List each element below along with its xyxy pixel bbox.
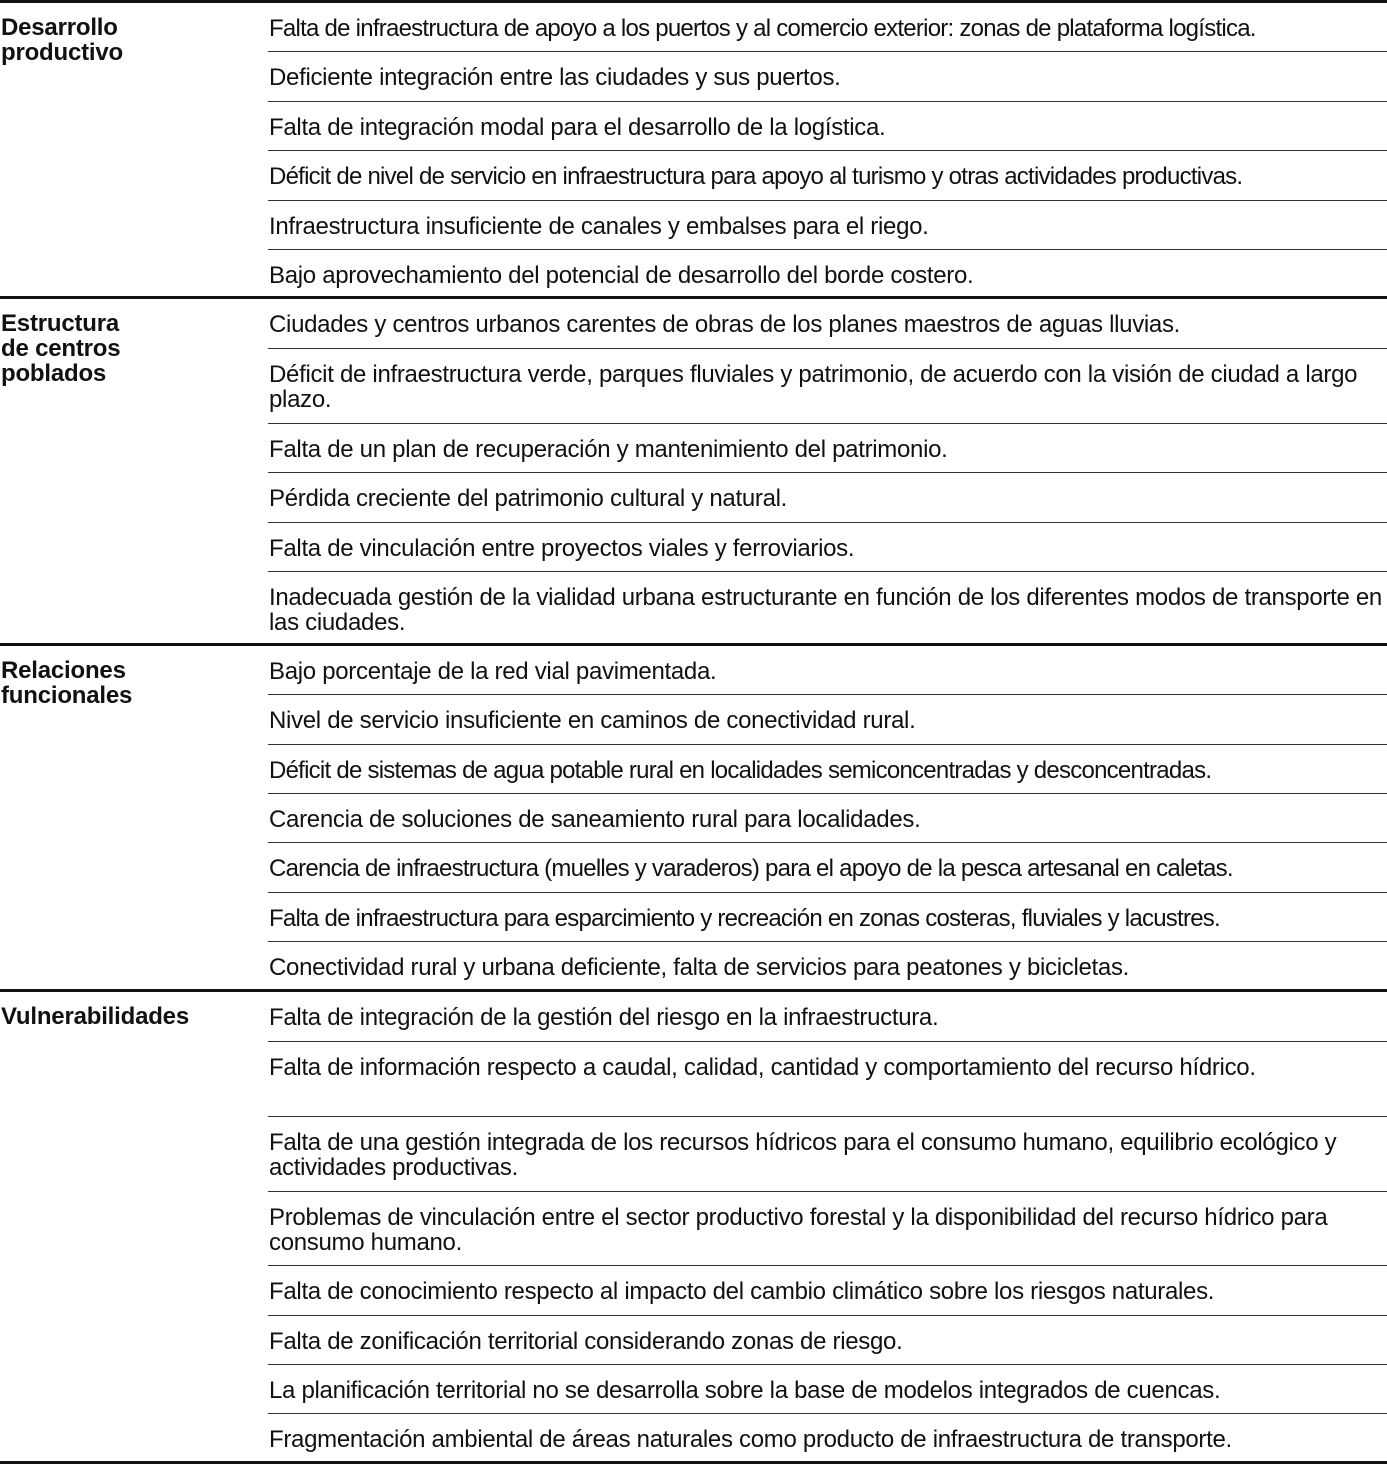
section-desarrollo-productivo xyxy=(0,0,1387,298)
issue-item: Déficit de nivel de servicio en infraestructura para apoyo al turismo y otras actividades productivas. xyxy=(268,150,1387,200)
issue-item: Bajo aprovechamiento del potencial de desarrollo del borde costero. xyxy=(268,249,1387,298)
section-relaciones-funcionales xyxy=(0,643,1387,991)
issue-item: Falta de integración modal para el desarrollo de la logística. xyxy=(268,101,1387,150)
section-estructura-centros-poblados xyxy=(0,296,1387,644)
category-label: Relaciones funcionales xyxy=(1,657,133,709)
issue-item: Falta de un plan de recuperación y mantenimiento del patrimonio. xyxy=(268,423,1387,472)
issue-list xyxy=(268,299,1387,644)
issue-item: Deficiente integración entre las ciudades y sus puertos. xyxy=(268,51,1387,101)
issue-item: Infraestructura insuficiente de canales y embalses para el riego. xyxy=(268,200,1387,249)
issue-item: Falta de una gestión integrada de los recursos hídricos para el consumo humano, equilibrio ecológico y actividades productivas. xyxy=(268,1116,1387,1191)
issue-list xyxy=(268,646,1387,990)
issue-item: Inadecuada gestión de la vialidad urbana estructurante en función de los diferentes modos de transporte en las ciudades. xyxy=(268,571,1387,644)
section-vulnerabilidades xyxy=(0,989,1387,1464)
issue-item: Fragmentación ambiental de áreas naturales como producto de infraestructura de transporte. xyxy=(268,1413,1387,1461)
issue-item: Déficit de sistemas de agua potable rural en localidades semiconcentradas y desconcentradas. xyxy=(268,744,1387,793)
issue-list xyxy=(268,3,1387,298)
category-label: Desarrollo productivo xyxy=(1,14,123,66)
category-label: Vulnerabilidades xyxy=(1,1003,189,1030)
issue-item: Falta de información respecto a caudal, calidad, cantidad y comportamiento del recurso hídrico. xyxy=(268,1041,1387,1116)
issue-item: Nivel de servicio insuficiente en caminos de conectividad rural. xyxy=(268,694,1387,744)
issue-item: Conectividad rural y urbana deficiente, falta de servicios para peatones y bicicletas. xyxy=(268,941,1387,990)
issue-item: Carencia de soluciones de saneamiento rural para localidades. xyxy=(268,793,1387,842)
issue-item: Falta de zonificación territorial considerando zonas de riesgo. xyxy=(268,1315,1387,1364)
issue-item: Falta de conocimiento respecto al impacto del cambio climático sobre los riesgos naturales. xyxy=(268,1265,1387,1315)
issue-item: Ciudades y centros urbanos carentes de obras de los planes maestros de aguas lluvias. xyxy=(269,311,1181,338)
category-label: Estructura de centros poblados xyxy=(1,310,121,387)
issue-item: Falta de vinculación entre proyectos viales y ferroviarios. xyxy=(268,522,1387,571)
issue-item: Déficit de infraestructura verde, parques fluviales y patrimonio, de acuerdo con la visión de ciudad a largo plazo. xyxy=(268,348,1387,423)
issue-item: Falta de infraestructura para esparcimiento y recreación en zonas costeras, fluviales y lacustres. xyxy=(268,892,1387,941)
issue-item: Problemas de vinculación entre el sector productivo forestal y la disponibilidad del recurso hídrico para consumo humano. xyxy=(268,1191,1387,1265)
issue-item: Pérdida creciente del patrimonio cultural y natural. xyxy=(268,472,1387,522)
issue-list xyxy=(268,992,1387,1461)
issue-item: Falta de integración de la gestión del riesgo en la infraestructura. xyxy=(269,1004,939,1031)
issue-item: La planificación territorial no se desarrolla sobre la base de modelos integrados de cuencas. xyxy=(268,1364,1387,1413)
issue-item: Carencia de infraestructura (muelles y varaderos) para el apoyo de la pesca artesanal en caletas. xyxy=(268,842,1387,892)
issue-item: Bajo porcentaje de la red vial pavimentada. xyxy=(269,658,717,685)
issue-item: Falta de infraestructura de apoyo a los puertos y al comercio exterior: zonas de plataforma logística. xyxy=(269,15,1256,42)
